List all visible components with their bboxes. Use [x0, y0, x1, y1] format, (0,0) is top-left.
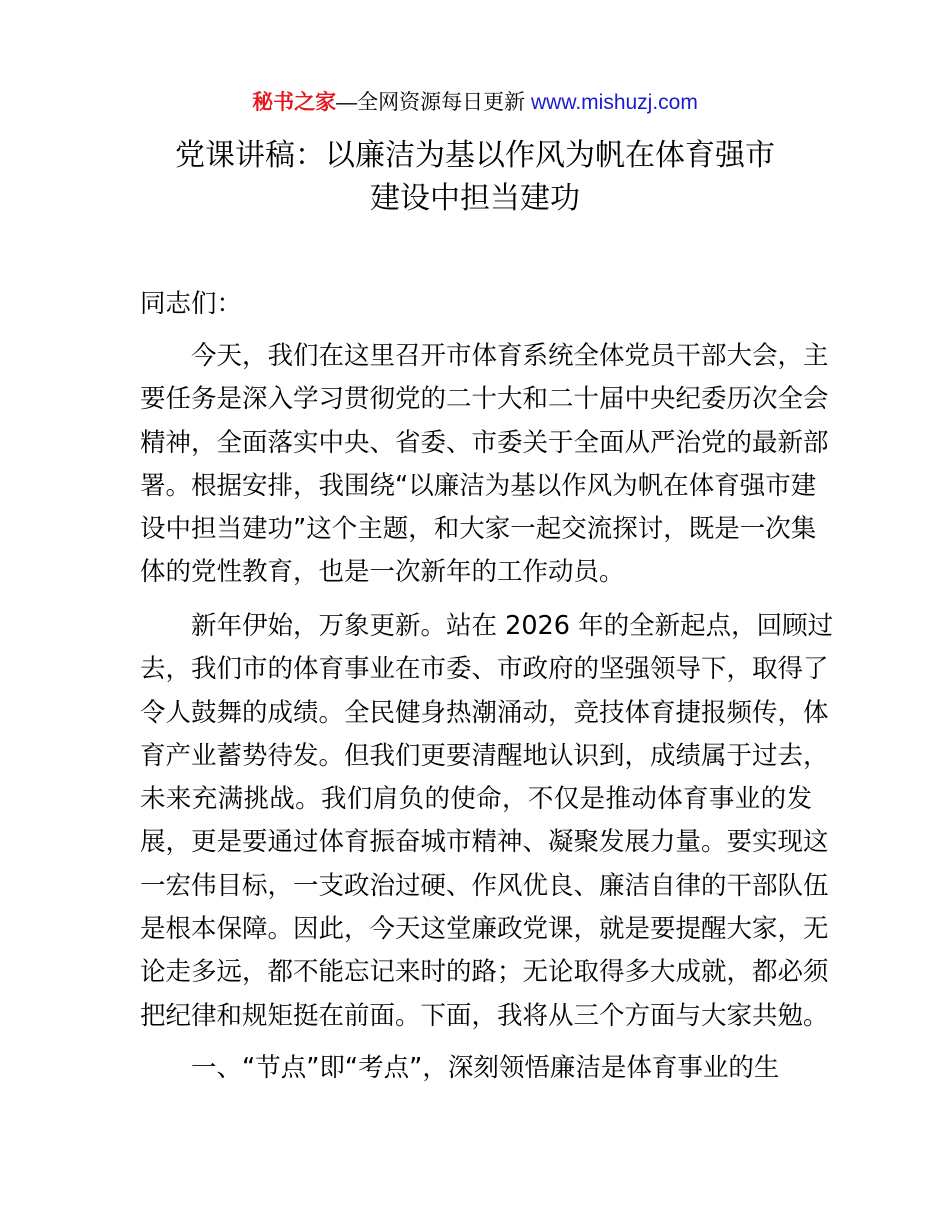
salutation-text: 同志们： [140, 289, 243, 319]
paragraph-1 [140, 335, 829, 595]
site-header [0, 86, 950, 116]
text-line: 把纪律和规矩挺在前面。下面，我将从三个方面与大家共勉。 [140, 1000, 829, 1031]
salutation [140, 283, 812, 326]
text-line: 展，更是要通过体育振奋城市精神、凝聚发展力量。要实现这 [140, 827, 829, 858]
text-line: 今天，我们在这里召开市体育系统全体党员干部大会，主 [191, 341, 829, 371]
section-heading-1 [140, 1047, 812, 1090]
text-line: 一、“节点”即“考点”，深刻领悟廉洁是体育事业的生 [191, 1053, 780, 1083]
text-line: 是根本保障。因此，今天这堂廉政党课，就是要提醒大家，无 [140, 914, 829, 945]
title-line: 党课讲稿：以廉洁为基以作风为帆在体育强市 [175, 138, 775, 173]
brand-name: 秘书之家 [252, 91, 337, 114]
text-line: 未来充满挑战。我们肩负的使命，不仅是推动体育事业的发 [140, 784, 812, 815]
text-line: 去，我们市的体育事业在市委、市政府的坚强领导下，取得了 [140, 654, 829, 685]
title-line: 建设中担当建功 [370, 181, 580, 216]
text-line: 体的党性教育，也是一次新年的工作动员。 [140, 557, 625, 588]
text-line: 育产业蓄势待发。但我们更要清醒地认识到，成绩属于过去， [140, 740, 829, 771]
text-line: 要任务是深入学习贯彻党的二十大和二十届中央纪委历次全会 [140, 384, 829, 415]
site-url[interactable]: www.mishuzj.com [530, 91, 698, 114]
text-line: 一宏伟目标，一支政治过硬、作风优良、廉洁自律的干部队伍 [140, 870, 829, 901]
text-line: 署。根据安排，我围绕“以廉洁为基以作风为帆在体育强市建 [140, 470, 817, 501]
text-line: 新年伊始，万象更新。站在 2026 年的全新起点，回顾过 [191, 611, 834, 641]
text-line: 令人鼓舞的成绩。全民健身热潮涌动，竞技体育捷报频传，体 [140, 697, 829, 728]
tagline: —全网资源每日更新 [336, 91, 526, 114]
text-line: 精神，全面落实中央、省委、市委关于全面从严治党的最新部 [140, 427, 829, 458]
text-line: 设中担当建功”这个主题，和大家一起交流探讨，既是一次集 [140, 514, 817, 545]
text-line: 论走多远，都不能忘记来时的路；无论取得多大成就，都必须 [140, 957, 829, 988]
document-title [0, 134, 950, 220]
paragraph-2 [140, 605, 834, 1038]
